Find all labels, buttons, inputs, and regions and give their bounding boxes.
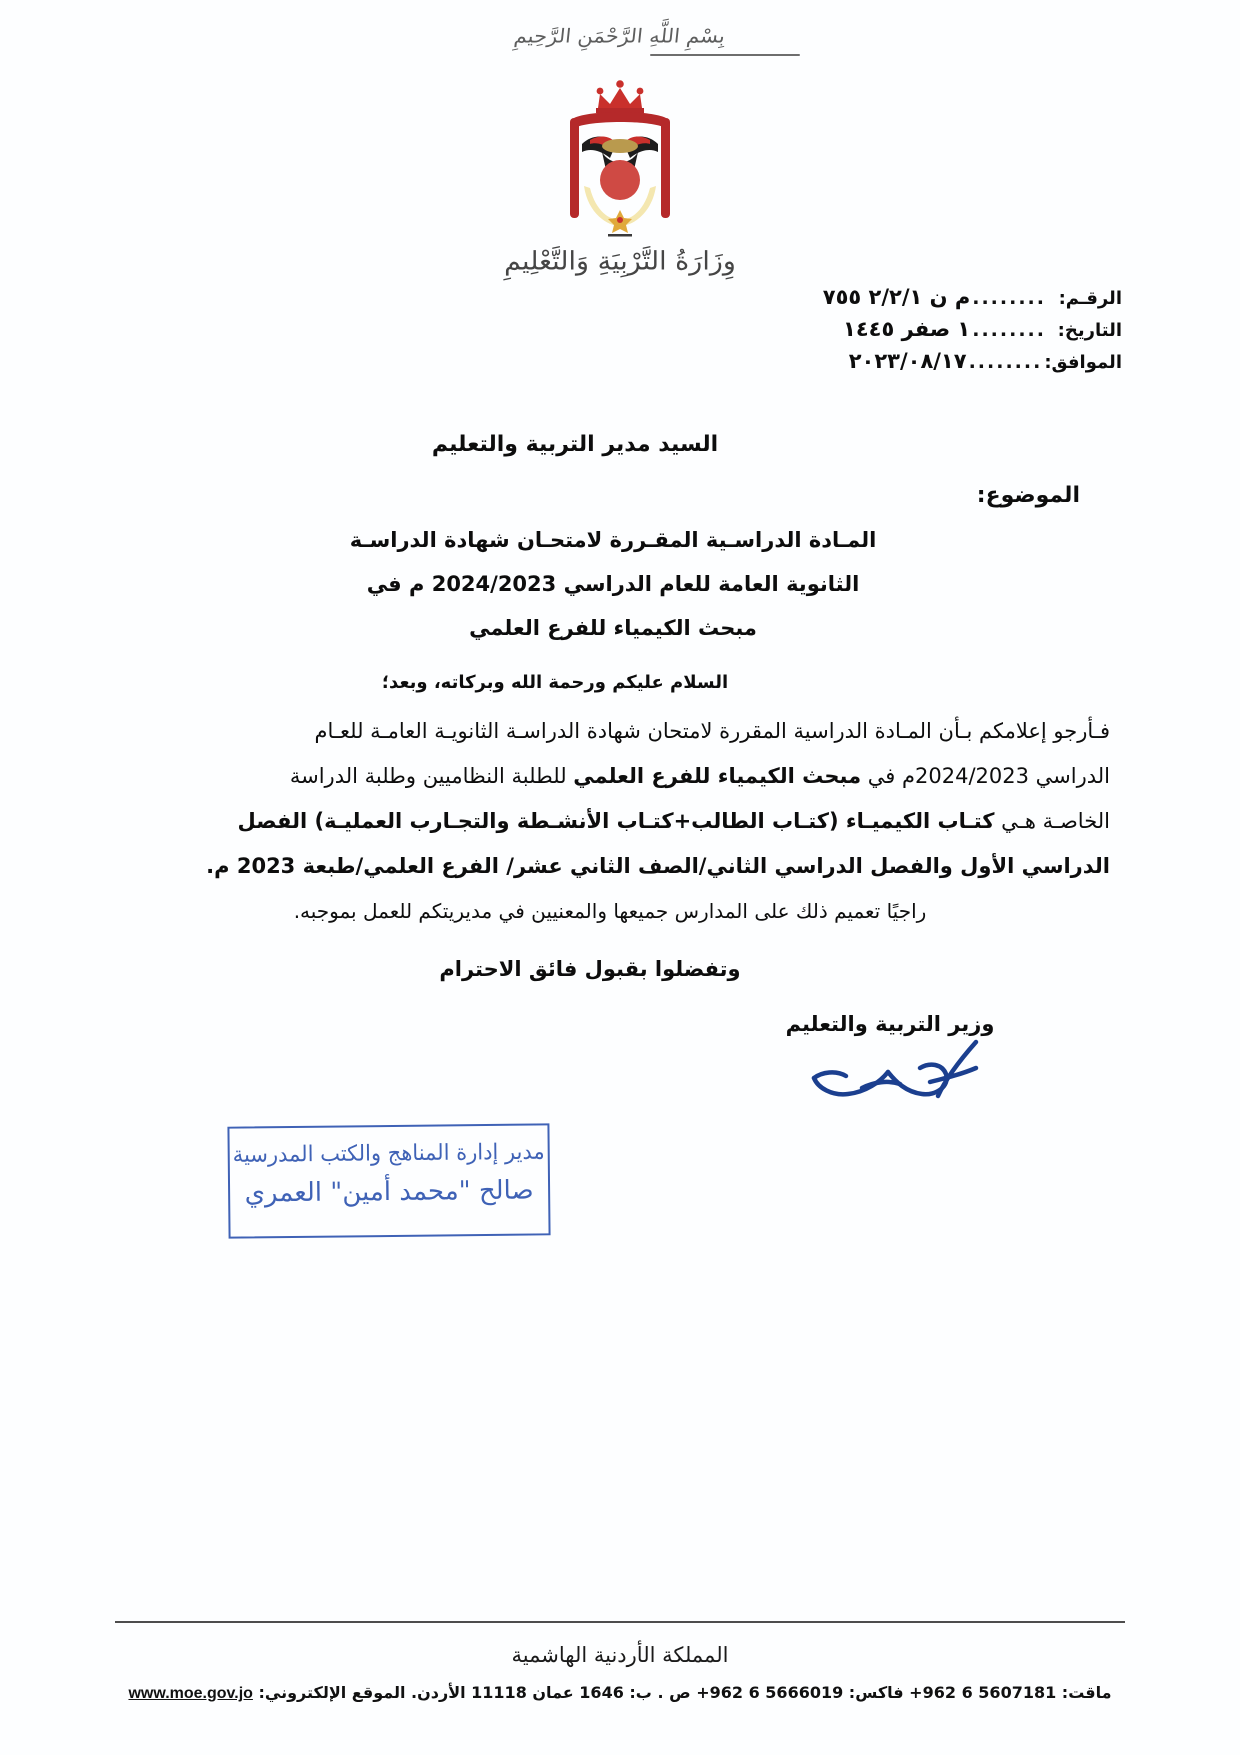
stamp-name-line: صالح "محمد أمين" العمري bbox=[244, 1175, 534, 1209]
reference-gregorian-dots: ........ bbox=[968, 351, 1043, 373]
footer-website-link[interactable]: www.moe.gov.jo bbox=[128, 1685, 253, 1702]
letter-paragraph-line-4: الدراسي الأول والفصل الدراسي الثاني/الصف الثاني عشر/ الفرع العلمي/طبعة 2023 م. bbox=[206, 854, 1110, 878]
reference-hijri-value: ١ صفر ١٤٤٥ bbox=[843, 317, 971, 341]
reference-number-label: الرقـم: bbox=[1058, 288, 1122, 309]
letter-paragraph-line-1: فـأرجو إعلامكم بـأن المـادة الدراسية المقررة لامتحان شهادة الدراسـة الثانويـة العامـة للعـام bbox=[314, 719, 1110, 743]
subject-line-1: المـادة الدراسـية المقـررة لامتحـان شهادة الدراسـة bbox=[349, 528, 877, 552]
signatory-title: وزير التربية والتعليم bbox=[785, 1012, 995, 1036]
paragraph-3-emphasis: كتـاب الكيميـاء (كتـاب الطالب+كتـاب الأنشـطة والتجـارب العمليـة) الفصل bbox=[237, 809, 995, 833]
paragraph-2-suffix: للطلبة النظاميين وطلبة الدراسة bbox=[289, 764, 574, 788]
document-footer bbox=[0, 1621, 1240, 1703]
reference-hijri-row bbox=[792, 314, 1122, 346]
footer-contact-text: ماقت: 5607181 6 962+ فاكس: 5666019 6 962+ ص . ب: 1646 عمان 11118 الأردن. الموقع الإلكتروني: bbox=[258, 1683, 1112, 1702]
footer-contact-line bbox=[0, 1683, 1240, 1703]
reference-gregorian-row bbox=[792, 346, 1122, 378]
jordan-coat-of-arms-icon bbox=[530, 74, 710, 244]
paragraph-2-prefix: الدراسي 2024/2023م في bbox=[861, 764, 1110, 788]
letter-body bbox=[130, 432, 1110, 981]
signature-block bbox=[690, 1012, 1110, 1124]
letter-closing: وتفضلوا بقبول فائق الاحترام bbox=[439, 957, 741, 981]
footer-divider bbox=[115, 1621, 1125, 1623]
reference-number-row bbox=[792, 282, 1122, 314]
paragraph-2-emphasis: مبحث الكيمياء للفرع العلمي bbox=[573, 764, 862, 788]
handwritten-signature-icon bbox=[770, 1038, 1030, 1124]
reference-gregorian-label: الموافق: bbox=[1044, 352, 1122, 373]
footer-kingdom-name: المملكة الأردنية الهاشمية bbox=[511, 1643, 729, 1667]
basmala-text: بِسْمِ اللَّهِ الرَّحْمَنِ الرَّحِيمِ bbox=[513, 24, 727, 48]
stamp-department-line: مدير إدارة المناهج والكتب المدرسية bbox=[232, 1138, 545, 1168]
subject-line-2: الثانوية العامة للعام الدراسي 2024/2023 م في bbox=[366, 572, 860, 596]
subject-text bbox=[333, 518, 907, 650]
reference-number-value: م ن ٢/٢/١ ٧٥٥ bbox=[822, 285, 971, 309]
subject-label: الموضوع: bbox=[976, 483, 1080, 508]
reference-block bbox=[792, 282, 1122, 378]
reference-hijri-dots: ........ bbox=[972, 319, 1046, 341]
ministry-name: وِزَارَةُ التَّرْبِيَةِ وَالتَّعْلِيمِ bbox=[504, 246, 736, 277]
letter-paragraph-line-3 bbox=[130, 801, 1110, 842]
reference-gregorian-value: ٢٠٢٣/٠٨/١٧ bbox=[848, 349, 967, 373]
official-stamp bbox=[227, 1123, 550, 1238]
letter-paragraph-line-2 bbox=[130, 756, 1110, 797]
reference-hijri-label: التاريخ: bbox=[1057, 320, 1122, 341]
letter-salutation: السلام عليكم ورحمة الله وبركاته، وبعد؛ bbox=[381, 672, 729, 693]
basmala-block bbox=[410, 24, 830, 70]
letter-addressee: السيد مدير التربية والتعليم bbox=[431, 432, 719, 457]
letter-note: راجيًا تعميم ذلك على المدارس جميعها والمعنيين في مديريتكم للعمل بموجبه. bbox=[293, 899, 927, 923]
reference-number-dots: ........ bbox=[972, 287, 1046, 309]
subject-line-3: مبحث الكيمياء للفرع العلمي bbox=[469, 616, 757, 640]
paragraph-3-prefix: الخاصـة هـي bbox=[994, 809, 1110, 833]
document-header bbox=[0, 24, 1240, 277]
basmala-underline bbox=[650, 54, 800, 56]
